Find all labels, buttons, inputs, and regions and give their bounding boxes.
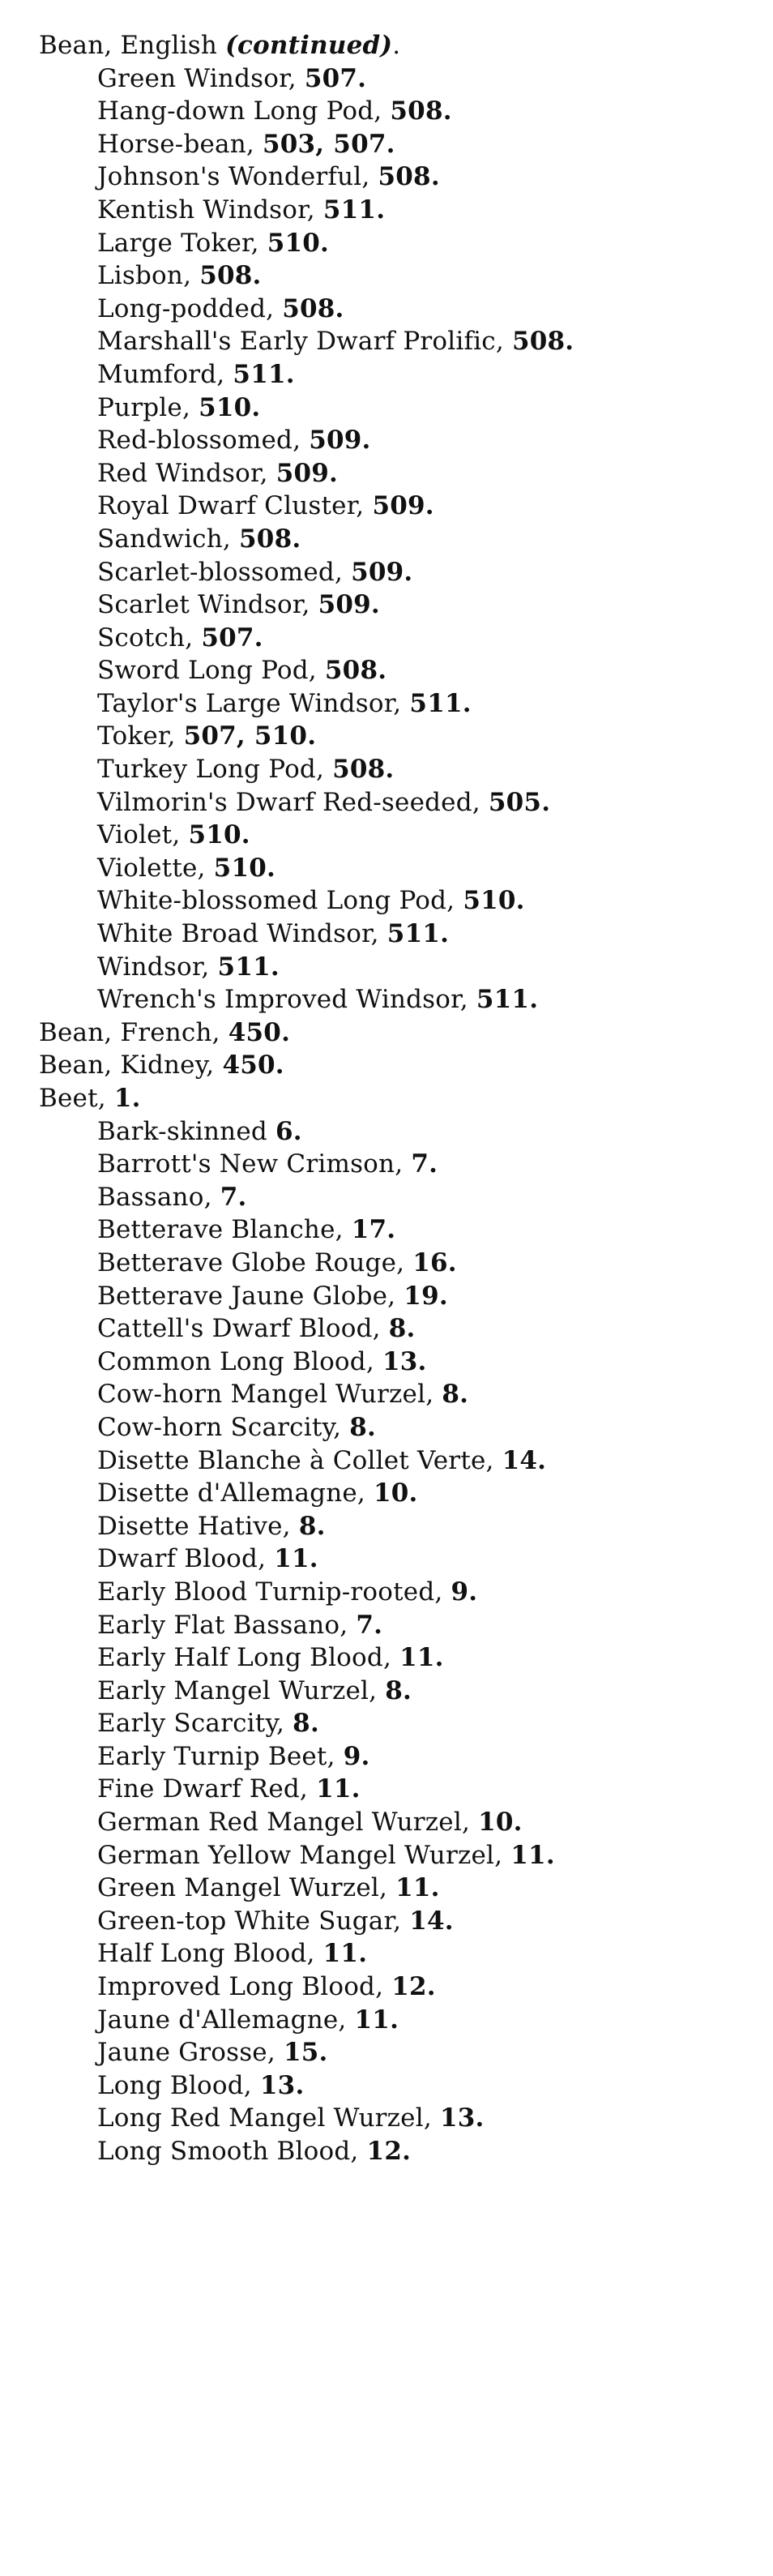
entry-name: Vilmorin's Dwarf Red-seeded, — [97, 787, 480, 817]
entry-page-numbers: 11. — [399, 1643, 444, 1673]
index-main-entry — [39, 1016, 752, 1050]
entry-page-numbers: 13. — [259, 2070, 305, 2100]
entry-page-numbers: 11. — [274, 1544, 318, 1574]
entry-name: Horse-bean, — [97, 129, 254, 159]
entry-name: Betterave Globe Rouge, — [97, 1247, 405, 1277]
entry-name: Long-podded, — [97, 293, 275, 323]
entry-name: Jaune Grosse, — [97, 2038, 275, 2068]
entry-name: Turkey Long Pod, — [97, 755, 325, 785]
entry-page-numbers: 14. — [409, 1906, 454, 1936]
entry-name: Long Red Mangel Wurzel, — [97, 2103, 432, 2133]
entry-page-numbers: 10. — [478, 1808, 523, 1838]
entry-page-numbers: 7. — [411, 1149, 438, 1179]
entry-name: Kentish Windsor, — [97, 195, 315, 225]
entry-page-numbers: 510. — [213, 853, 275, 883]
entry-page-numbers: 15. — [283, 2038, 328, 2068]
entry-page-numbers: 17. — [351, 1215, 396, 1245]
entry-name: Scotch, — [97, 623, 194, 653]
index-sub-entry — [39, 1937, 752, 1971]
entry-page-numbers: 509. — [275, 458, 339, 488]
entry-page-numbers: 13. — [439, 2103, 485, 2133]
entry-page-numbers: 11. — [316, 1774, 361, 1804]
index-heading-entry — [39, 29, 752, 62]
index-sub-entry — [39, 1148, 752, 1181]
entry-page-numbers: 9. — [343, 1741, 370, 1771]
entry-page-numbers: 8. — [442, 1380, 469, 1410]
entry-name: Barrott's New Crimson, — [97, 1149, 404, 1179]
entry-page-numbers: 510. — [188, 820, 250, 850]
index-sub-entry — [39, 2102, 752, 2135]
entry-page-numbers: 7. — [356, 1610, 383, 1640]
index-sub-entry — [39, 1740, 752, 1774]
entry-page-numbers: 19. — [404, 1281, 448, 1311]
entry-page-numbers: 14. — [502, 1445, 547, 1475]
entry-name: Red Windsor, — [97, 458, 268, 488]
entry-name: Scarlet Windsor, — [97, 590, 310, 620]
index-sub-entry — [39, 1641, 752, 1675]
index-sub-entry — [39, 1181, 752, 1214]
entry-page-numbers: 511. — [476, 985, 539, 1015]
index-sub-entry — [39, 786, 752, 819]
entry-name: Violette, — [97, 853, 206, 883]
index-sub-entry — [39, 720, 752, 753]
index-heading-suffix: . — [392, 31, 401, 60]
index-sub-entry — [39, 62, 752, 96]
entry-page-numbers: 507. — [304, 63, 367, 93]
entry-name: Half Long Blood, — [97, 1939, 315, 1969]
entry-page-numbers: 11. — [395, 1873, 440, 1903]
entry-name: Taylor's Large Windsor, — [97, 688, 402, 718]
index-sub-entry — [39, 654, 752, 687]
entry-name: Marshall's Early Dwarf Prolific, — [97, 327, 504, 357]
index-sub-entry — [39, 2135, 752, 2168]
entry-page-numbers: 511. — [409, 688, 472, 718]
entry-name: Mumford, — [97, 359, 225, 389]
entry-page-numbers: 511. — [217, 952, 280, 982]
index-sub-entry — [39, 918, 752, 951]
index-main-entry — [39, 1082, 752, 1115]
index-sub-entry — [39, 160, 752, 194]
index-sub-entry — [39, 1543, 752, 1576]
entry-name: Scarlet-blossomed, — [97, 557, 344, 587]
entry-name: White Broad Windsor, — [97, 919, 379, 949]
entry-page-numbers: 13. — [382, 1346, 427, 1376]
entry-name: Cow-horn Mangel Wurzel, — [97, 1380, 434, 1410]
index-sub-entry — [39, 1839, 752, 1872]
entry-page-numbers: 505. — [488, 787, 551, 817]
index-sub-entry — [39, 523, 752, 556]
entry-page-numbers: 8. — [388, 1314, 416, 1344]
index-sub-entry — [39, 1247, 752, 1280]
index-main-entry — [39, 1049, 752, 1082]
index-sub-entry — [39, 490, 752, 523]
entry-name: Disette d'Allemagne, — [97, 1478, 365, 1508]
entry-name: Bark-skinned — [97, 1116, 267, 1146]
entry-name: Bassano, — [97, 1182, 212, 1212]
index-sub-entry — [39, 1115, 752, 1149]
entry-page-numbers: 510. — [267, 228, 330, 258]
entry-name: Bean, French, — [39, 1017, 220, 1047]
entry-name: Dwarf Blood, — [97, 1544, 267, 1574]
entry-name: Early Scarcity, — [97, 1709, 285, 1739]
index-sub-entry — [39, 259, 752, 293]
entry-name: Betterave Blanche, — [97, 1215, 344, 1245]
entry-name: Early Blood Turnip-rooted, — [97, 1577, 443, 1607]
entry-page-numbers: 510. — [463, 886, 525, 916]
entry-page-numbers: 9. — [451, 1577, 478, 1607]
entry-name: Jaune d'Allemagne, — [97, 2005, 347, 2035]
index-sub-entry — [39, 1378, 752, 1411]
entry-name: Early Turnip Beet, — [97, 1741, 335, 1771]
entry-name: Red-blossomed, — [97, 426, 301, 456]
entry-name: Fine Dwarf Red, — [97, 1774, 308, 1804]
entry-name: White-blossomed Long Pod, — [97, 886, 455, 916]
index-sub-entry — [39, 1280, 752, 1313]
entry-name: German Yellow Mangel Wurzel, — [97, 1840, 503, 1870]
index-sub-entry — [39, 95, 752, 128]
entry-name: Wrench's Improved Windsor, — [97, 985, 468, 1015]
index-sub-entry — [39, 622, 752, 655]
entry-name: Windsor, — [97, 952, 210, 982]
index-sub-entry — [39, 1346, 752, 1379]
entry-name: Green-top White Sugar, — [97, 1906, 402, 1936]
index-sub-entry — [39, 1806, 752, 1839]
entry-page-numbers: 509. — [351, 557, 413, 587]
entry-name: Common Long Blood, — [97, 1346, 374, 1376]
entry-page-numbers: 508. — [390, 96, 452, 126]
entry-name: Improved Long Blood, — [97, 1972, 384, 2002]
index-sub-entry — [39, 2069, 752, 2103]
entry-page-numbers: 507. — [201, 623, 263, 653]
index-sub-entry — [39, 1213, 752, 1247]
index-sub-entry — [39, 227, 752, 260]
index-heading-title: Bean, English — [39, 31, 218, 60]
entry-page-numbers: 511. — [233, 359, 295, 389]
index-sub-entry — [39, 1510, 752, 1543]
entry-page-numbers: 509. — [309, 426, 371, 456]
entry-name: Early Flat Bassano, — [97, 1610, 348, 1640]
index-sub-entry — [39, 1905, 752, 1938]
index-sub-entry — [39, 128, 752, 161]
entry-name: German Red Mangel Wurzel, — [97, 1808, 470, 1838]
entry-name: Johnson's Wonderful, — [97, 162, 370, 192]
entry-name: Betterave Jaune Globe, — [97, 1281, 396, 1311]
entry-page-numbers: 8. — [385, 1675, 412, 1705]
entry-page-numbers: 507, 510. — [183, 721, 317, 751]
index-sub-entry — [39, 852, 752, 885]
index-sub-entry — [39, 1312, 752, 1346]
entry-name: Early Half Long Blood, — [97, 1643, 392, 1673]
entry-name: Violet, — [97, 820, 181, 850]
entry-page-numbers: 450. — [222, 1051, 284, 1080]
entry-page-numbers: 11. — [354, 2005, 399, 2035]
entry-name: Early Mangel Wurzel, — [97, 1675, 378, 1705]
entry-page-numbers: 509. — [372, 491, 434, 521]
entry-page-numbers: 8. — [349, 1412, 376, 1442]
entry-page-numbers: 12. — [366, 2137, 412, 2166]
index-sub-entry — [39, 753, 752, 786]
index-sub-entry — [39, 457, 752, 490]
index-sub-entry — [39, 1609, 752, 1642]
entry-page-numbers: 503, 507. — [263, 129, 395, 159]
index-list — [39, 29, 752, 2168]
index-sub-entry — [39, 1675, 752, 1708]
entry-name: Royal Dwarf Cluster, — [97, 491, 365, 521]
entry-page-numbers: 10. — [374, 1478, 418, 1508]
index-sub-entry — [39, 983, 752, 1016]
entry-name: Long Smooth Blood, — [97, 2137, 359, 2166]
entry-name: Green Windsor, — [97, 63, 297, 93]
entry-name: Beet, — [39, 1084, 106, 1113]
entry-page-numbers: 12. — [391, 1972, 436, 2002]
index-sub-entry — [39, 884, 752, 918]
entry-page-numbers: 8. — [298, 1511, 326, 1541]
entry-page-numbers: 508. — [332, 755, 395, 785]
entry-page-numbers: 508. — [282, 293, 344, 323]
entry-page-numbers: 16. — [412, 1247, 457, 1277]
entry-page-numbers: 11. — [510, 1840, 555, 1870]
index-sub-entry — [39, 325, 752, 358]
entry-name: Sandwich, — [97, 524, 231, 554]
entry-name: Purple, — [97, 392, 191, 422]
index-sub-entry — [39, 1773, 752, 1806]
index-sub-entry — [39, 819, 752, 852]
entry-name: Lisbon, — [97, 261, 192, 291]
index-sub-entry — [39, 1576, 752, 1609]
index-sub-entry — [39, 424, 752, 457]
index-sub-entry — [39, 2004, 752, 2037]
entry-name: Cow-horn Scarcity, — [97, 1412, 342, 1442]
entry-page-numbers: 508. — [511, 327, 574, 357]
index-sub-entry — [39, 687, 752, 721]
entry-page-numbers: 508. — [239, 524, 301, 554]
index-sub-entry — [39, 556, 752, 589]
entry-page-numbers: 508. — [199, 261, 262, 291]
index-sub-entry — [39, 1444, 752, 1478]
entry-name: Disette Blanche à Collet Verte, — [97, 1445, 494, 1475]
entry-page-numbers: 7. — [220, 1182, 247, 1212]
index-sub-entry — [39, 293, 752, 326]
index-sub-entry — [39, 1477, 752, 1510]
entry-page-numbers: 450. — [228, 1017, 291, 1047]
index-sub-entry — [39, 1411, 752, 1444]
index-sub-entry — [39, 1872, 752, 1905]
entry-name: Green Mangel Wurzel, — [97, 1873, 388, 1903]
index-sub-entry — [39, 588, 752, 622]
entry-page-numbers: 11. — [322, 1939, 368, 1969]
entry-page-numbers: 511. — [322, 195, 386, 225]
entry-name: Hang-down Long Pod, — [97, 96, 382, 126]
entry-page-numbers: 8. — [293, 1709, 319, 1739]
entry-page-numbers: 508. — [378, 162, 440, 192]
entry-name: Cattell's Dwarf Blood, — [97, 1314, 381, 1344]
entry-name: Sword Long Pod, — [97, 656, 317, 686]
index-heading-continued: (continued) — [225, 31, 393, 60]
entry-page-numbers: 508. — [324, 656, 387, 686]
entry-name: Bean, Kidney, — [39, 1051, 215, 1080]
index-sub-entry — [39, 194, 752, 227]
entry-page-numbers: 6. — [275, 1116, 302, 1146]
entry-name: Disette Hative, — [97, 1511, 291, 1541]
entry-page-numbers: 510. — [199, 392, 261, 422]
entry-page-numbers: 1. — [113, 1084, 141, 1113]
entry-name: Toker, — [97, 721, 176, 751]
index-sub-entry — [39, 2036, 752, 2069]
entry-page-numbers: 509. — [318, 590, 380, 620]
index-sub-entry — [39, 1707, 752, 1740]
entry-name: Large Toker, — [97, 228, 259, 258]
index-sub-entry — [39, 1971, 752, 2004]
index-sub-entry — [39, 358, 752, 392]
index-sub-entry — [39, 392, 752, 425]
entry-name: Long Blood, — [97, 2070, 252, 2100]
index-sub-entry — [39, 951, 752, 984]
entry-page-numbers: 511. — [386, 919, 450, 949]
